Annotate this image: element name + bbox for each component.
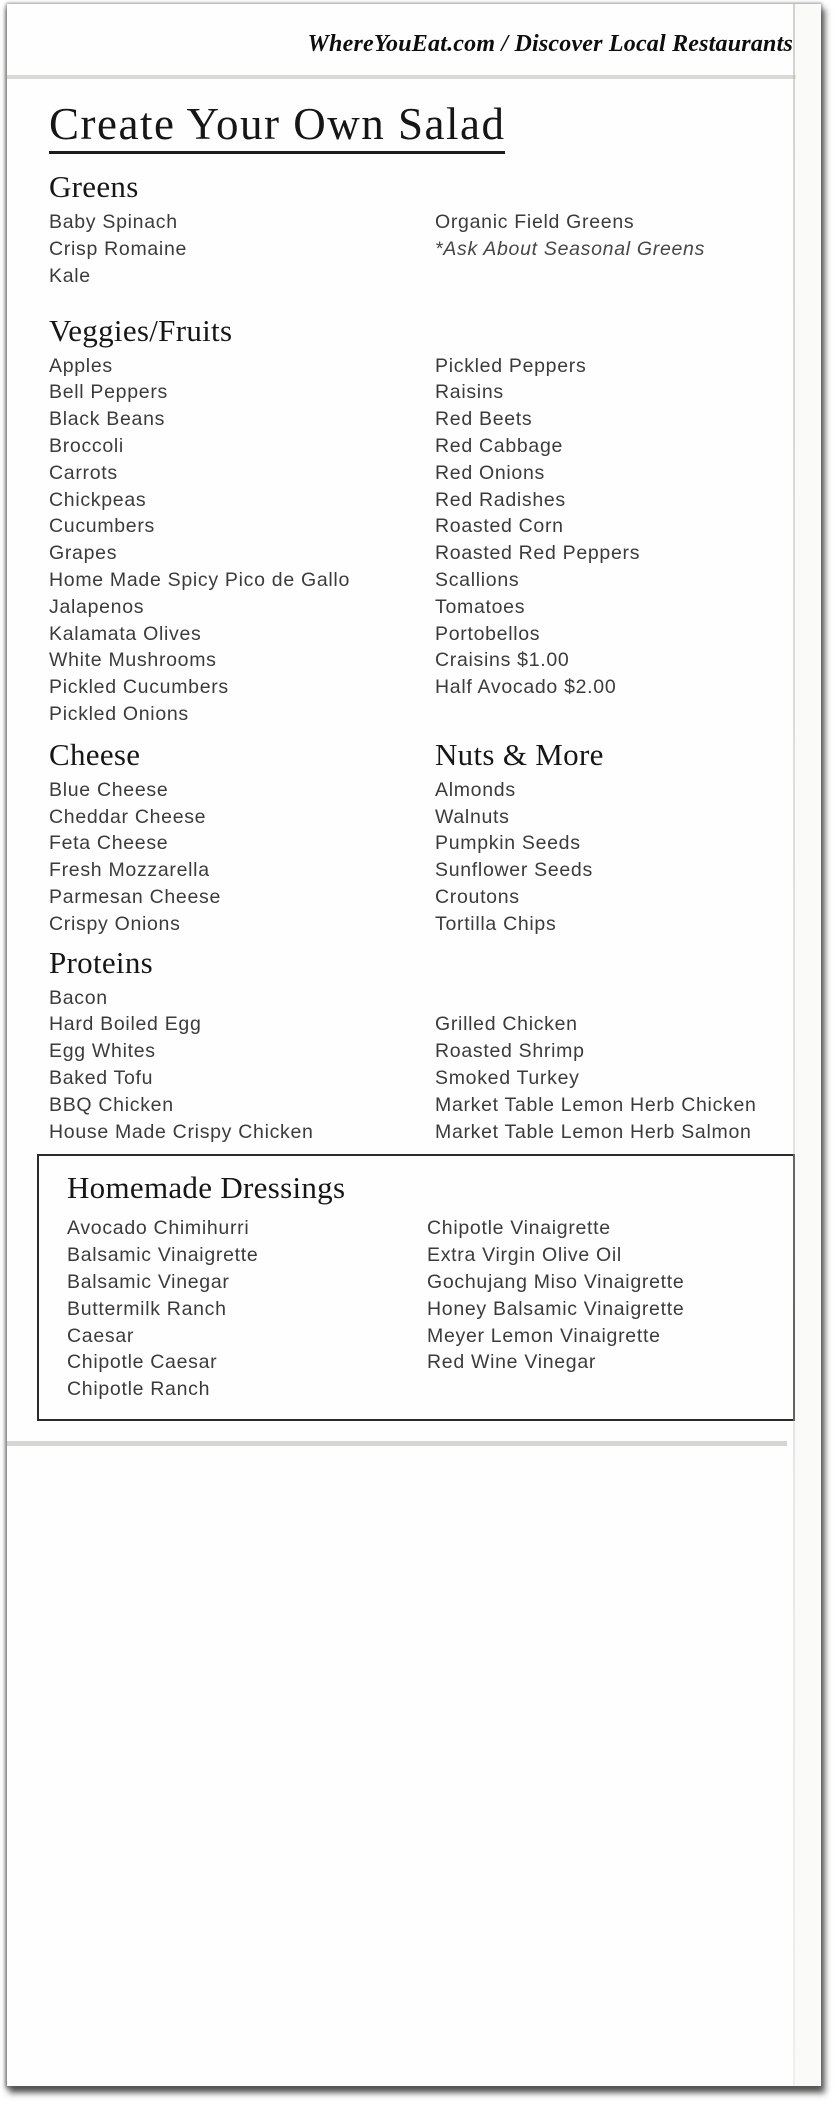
dressings-box [37, 1154, 795, 1421]
menu-item: Half Avocado $2.00 [435, 676, 617, 699]
menu-item: Chipotle Vinaigrette [427, 1217, 611, 1240]
menu-item: Bell Peppers [49, 381, 168, 404]
menu-item: Roasted Red Peppers [435, 542, 641, 565]
menu-item: BBQ Chicken [49, 1093, 174, 1116]
menu-item: Chickpeas [49, 488, 147, 511]
menu-item: Balsamic Vinegar [67, 1270, 230, 1293]
menu-item: Pumpkin Seeds [435, 832, 581, 855]
menu-content [7, 79, 821, 1421]
greens-right-list [435, 209, 821, 289]
menu-item: Kalamata Olives [49, 622, 202, 645]
menu-item: Hard Boiled Egg [49, 1013, 202, 1036]
section-cheese-nuts [49, 738, 821, 938]
menu-item: Organic Field Greens [435, 211, 635, 234]
menu-item: Black Beans [49, 408, 166, 431]
menu-item: Feta Cheese [49, 832, 169, 855]
nuts-heading: Nuts & More [435, 736, 604, 772]
menu-item: Apples [49, 354, 113, 377]
menu-item: *Ask About Seasonal Greens [435, 238, 706, 261]
site-header [7, 4, 821, 59]
menu-item: Cucumbers [49, 515, 155, 538]
menu-item: Roasted Shrimp [435, 1040, 585, 1063]
menu-item: Pickled Cucumbers [49, 676, 229, 699]
menu-page [7, 4, 821, 2086]
menu-item: Market Table Lemon Herb Salmon [435, 1120, 752, 1143]
menu-item: Balsamic Vinaigrette [67, 1244, 259, 1267]
menu-item: Broccoli [49, 435, 124, 458]
menu-item: Avocado Chimihurri [67, 1217, 250, 1240]
menu-item: Buttermilk Ranch [67, 1297, 227, 1320]
menu-item: Bacon [49, 986, 108, 1009]
menu-item: Chipotle Caesar [67, 1351, 218, 1374]
proteins-right-list [435, 1011, 821, 1145]
menu-item: Parmesan Cheese [49, 885, 222, 908]
menu-item: Raisins [435, 381, 504, 404]
menu-item: House Made Crispy Chicken [49, 1120, 314, 1143]
page-title: Create Your Own Salad [49, 101, 505, 154]
proteins-left-list [49, 985, 435, 1146]
menu-item: Meyer Lemon Vinaigrette [427, 1324, 661, 1347]
veggies-right-list [435, 353, 821, 728]
menu-item: Roasted Corn [435, 515, 564, 538]
menu-item: Red Beets [435, 408, 533, 431]
greens-left-list [49, 209, 435, 289]
dressings-heading: Homemade Dressings [67, 1170, 346, 1206]
menu-item: Cheddar Cheese [49, 805, 207, 828]
greens-heading: Greens [49, 169, 139, 205]
menu-item: Baby Spinach [49, 211, 178, 234]
menu-item: Kale [49, 264, 91, 287]
menu-item: Blue Cheese [49, 778, 169, 801]
menu-item: Market Table Lemon Herb Chicken [435, 1093, 757, 1116]
menu-item: Smoked Turkey [435, 1066, 580, 1089]
menu-item: Scallions [435, 569, 520, 592]
veggies-heading: Veggies/Fruits [49, 312, 233, 348]
menu-item: White Mushrooms [49, 649, 217, 672]
dressings-right-list [427, 1215, 793, 1403]
menu-item: Honey Balsamic Vinaigrette [427, 1297, 685, 1320]
menu-item: Almonds [435, 778, 516, 801]
menu-item: Red Radishes [435, 488, 566, 511]
section-proteins [49, 946, 821, 1146]
menu-item: Walnuts [435, 805, 510, 828]
menu-item: Gochujang Miso Vinaigrette [427, 1270, 685, 1293]
menu-item: Croutons [435, 885, 520, 908]
menu-item: Baked Tofu [49, 1066, 154, 1089]
menu-item: Craisins $1.00 [435, 649, 570, 672]
menu-item: Crisp Romaine [49, 238, 188, 261]
menu-item: Carrots [49, 461, 118, 484]
page-edge-strip [795, 4, 821, 2086]
menu-item: Red Cabbage [435, 435, 564, 458]
menu-item: Portobellos [435, 622, 541, 645]
menu-item: Pickled Peppers [435, 354, 587, 377]
menu-item: Extra Virgin Olive Oil [427, 1244, 622, 1267]
section-greens [49, 170, 821, 289]
menu-item: Egg Whites [49, 1040, 156, 1063]
menu-item: Fresh Mozzarella [49, 859, 210, 882]
menu-item: Tomatoes [435, 595, 526, 618]
cheese-heading: Cheese [49, 736, 141, 772]
menu-item: Tortilla Chips [435, 912, 557, 935]
veggies-left-list [49, 353, 435, 728]
cheese-list [49, 777, 435, 938]
menu-item: Red Onions [435, 461, 545, 484]
menu-item: Grilled Chicken [435, 1013, 578, 1036]
menu-item: Crispy Onions [49, 912, 181, 935]
menu-item: Home Made Spicy Pico de Gallo [49, 569, 351, 592]
menu-item: Grapes [49, 542, 118, 565]
nuts-list [435, 777, 821, 938]
menu-item: Caesar [67, 1324, 135, 1347]
section-veggies-fruits [49, 314, 821, 728]
menu-item: Jalapenos [49, 595, 145, 618]
proteins-heading: Proteins [49, 944, 154, 980]
menu-item: Chipotle Ranch [67, 1378, 211, 1401]
menu-item: Pickled Onions [49, 703, 189, 725]
footer-divider [7, 1441, 787, 1446]
menu-item: Sunflower Seeds [435, 859, 593, 882]
menu-item: Red Wine Vinegar [427, 1351, 597, 1374]
site-title: WhereYouEat.com / Discover Local Restaurants [307, 31, 793, 57]
dressings-left-list [67, 1215, 427, 1403]
